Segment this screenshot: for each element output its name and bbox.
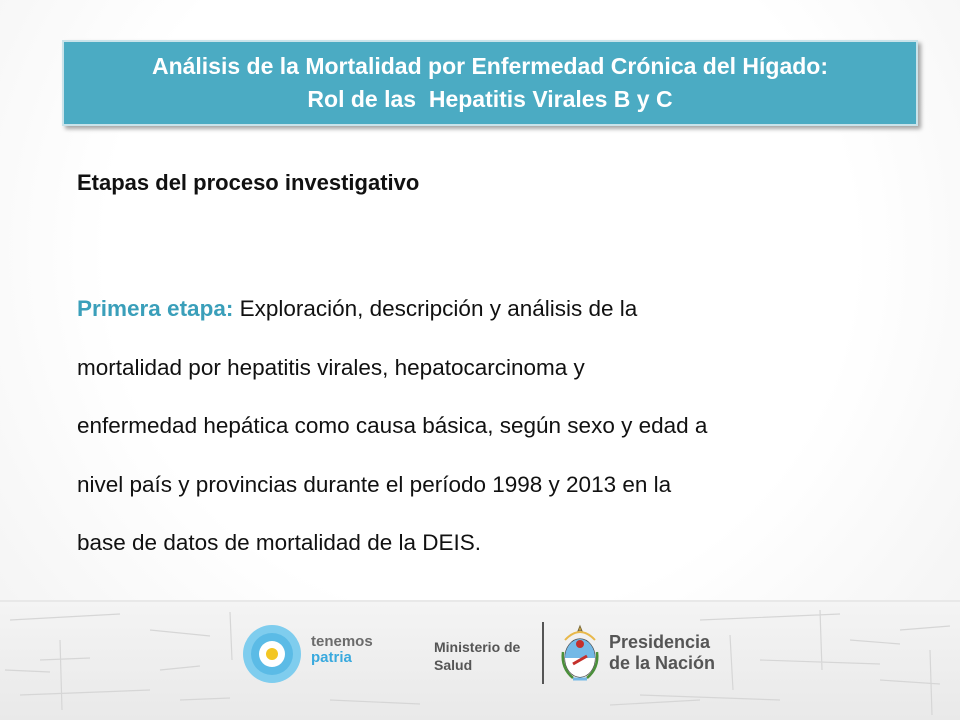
stage-label: Primera etapa: — [77, 296, 234, 321]
presidencia-line-1: Presidencia — [609, 632, 711, 652]
stage-text-line: enfermedad hepática como causa básica, según sexo y edad a — [77, 413, 708, 438]
patria-logo-icon — [242, 624, 302, 684]
patria-line-1: tenemos — [311, 633, 373, 650]
stage-text-line: Exploración, descripción y análisis de la — [233, 296, 638, 321]
presidencia-wordmark — [609, 632, 715, 674]
footer-divider — [542, 622, 544, 684]
patria-wordmark — [311, 634, 373, 666]
stage-text-line: base de datos de mortalidad de la DEIS. — [77, 530, 482, 555]
ministerio-line-2: Salud — [434, 657, 473, 673]
national-coat-of-arms-icon — [559, 622, 601, 684]
slide-title-line-1: Análisis de la Mortalidad por Enfermedad Crónica del Hígado: — [151, 53, 829, 79]
ministerio-wordmark — [434, 638, 520, 674]
stage-line-1 — [77, 280, 897, 339]
ministerio-line-1: Ministerio de — [434, 639, 521, 655]
slide-title-box — [62, 40, 918, 126]
stage-text-line: mortalidad por hepatitis virales, hepatocarcinoma y — [77, 354, 585, 380]
section-heading: Etapas del proceso investigativo — [77, 170, 420, 195]
presidencia-line-2: de la Nación — [609, 653, 716, 673]
slide-title-line-2: Rol de las Hepatitis Virales B y C — [307, 86, 673, 112]
patria-line-2: patria — [311, 649, 352, 666]
stage-text-line: nivel país y provincias durante el período 1998 y 2013 en la — [77, 471, 672, 497]
stage-description — [77, 280, 897, 573]
